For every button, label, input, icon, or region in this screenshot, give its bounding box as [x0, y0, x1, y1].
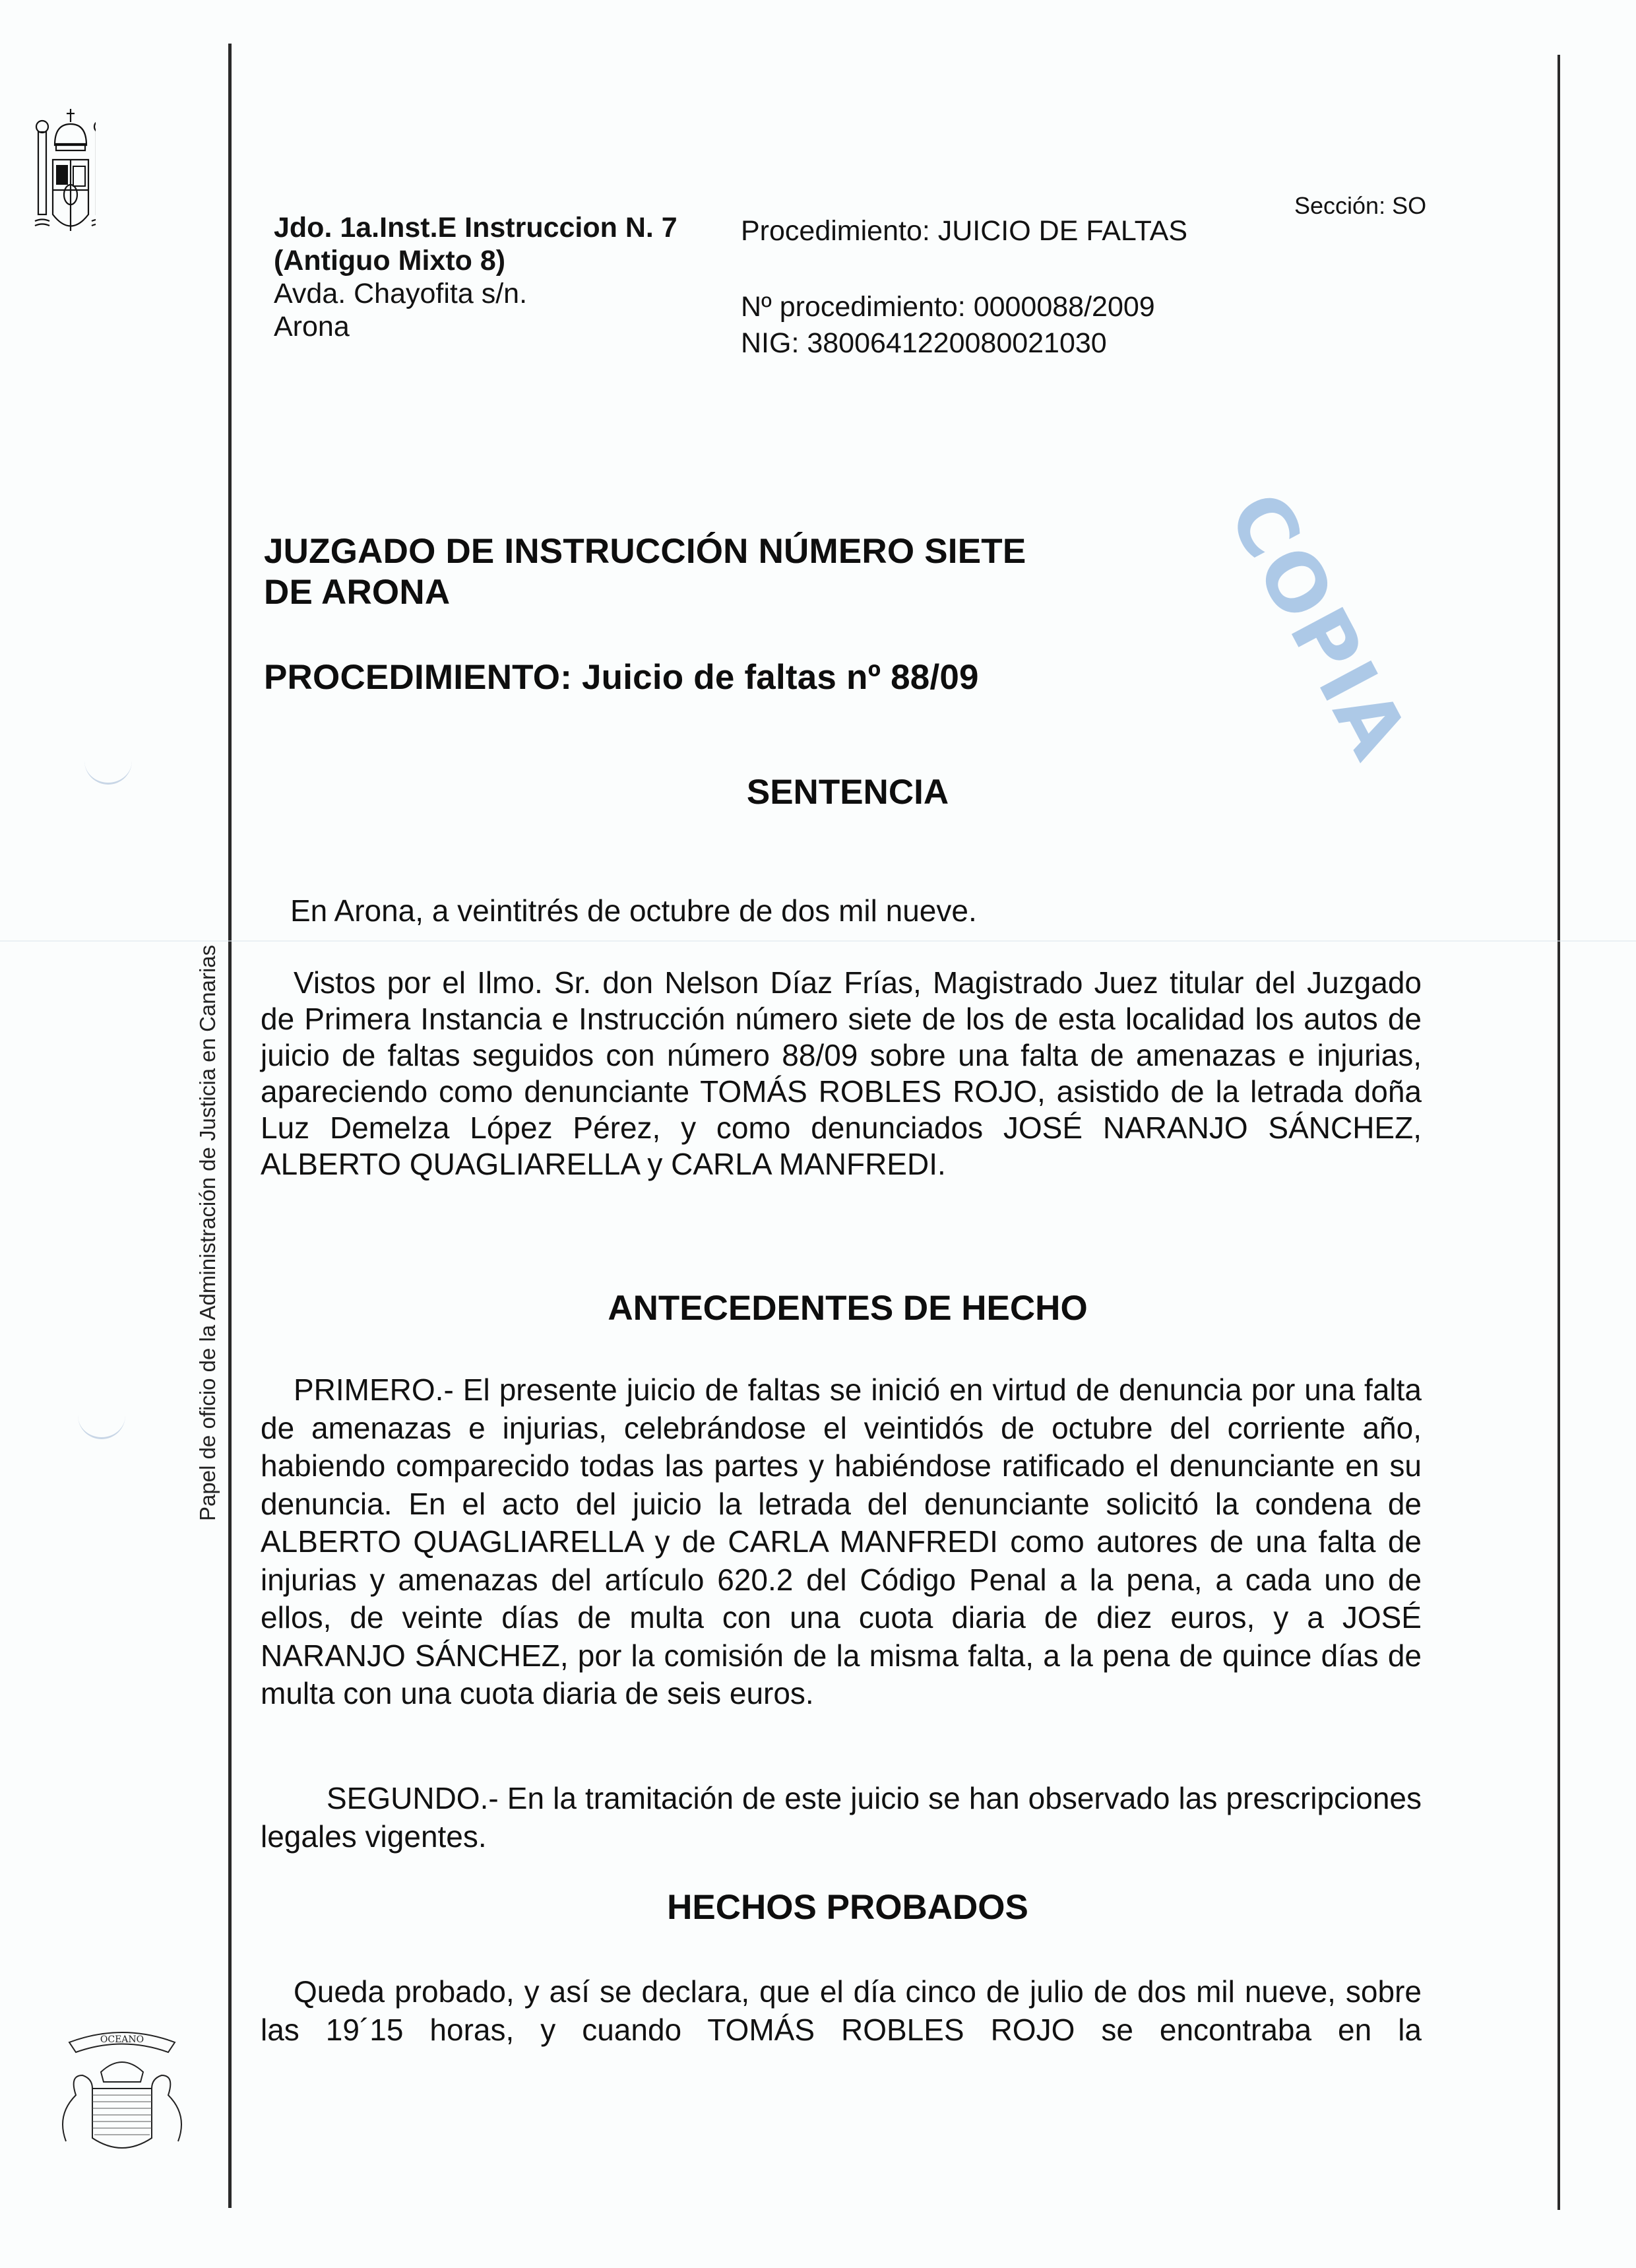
court-title-line1: JUZGADO DE INSTRUCCIÓN NÚMERO SIETE: [264, 532, 1026, 571]
hechos-probados-heading: HECHOS PROBADOS: [667, 1888, 1028, 1927]
segundo-paragraph: SEGUNDO.- En la tramitación de este juicio se han observado las prescripciones legales vigentes.: [261, 1781, 1422, 1854]
procedure-number: Nº procedimiento: 0000088/2009: [741, 291, 1155, 323]
procedure-type: Procedimiento: JUICIO DE FALTAS: [741, 215, 1188, 247]
court-header: [274, 211, 677, 343]
court-name: Jdo. 1a.Inst.E Instruccion N. 7: [274, 212, 677, 243]
court-address: Avda. Chayofita s/n.: [274, 278, 528, 309]
copia-stamp: COPIA: [1210, 478, 1426, 775]
date-line: En Arona, a veintitrés de octubre de dos mil nueve.: [290, 893, 977, 928]
court-city: Arona: [274, 311, 350, 342]
intro-paragraph: Vistos por el Ilmo. Sr. don Nelson Díaz Frías, Magistrado Juez titular del Juzgado de Primera Instancia e Instrucción número siete de los de esta localidad los autos de juicio de faltas seguidos con número 88/09 sobre una falta de amenazas e injurias, apareciendo como denunciante TOMÁS ROBLES ROJO, asistido de la letrada doña Luz Demelza López Pérez, y como denunciados JOSÉ NARANJO SÁNCHEZ, ALBERTO QUAGLIARELLA y CARLA MANFREDI.: [261, 965, 1422, 1181]
procedure-title-label: PROCEDIMIENTO:: [264, 658, 573, 697]
primero-paragraph: PRIMERO.- El presente juicio de faltas se inició en virtud de denuncia por una falta de amenazas e injurias, celebrándose el veintidós de octubre del corriente año, habiendo comparecido todas las partes y habiéndose ratificado el denunciante en su denuncia. En el acto del juicio la letrada del denunciante solicitó la condena de ALBERTO QUAGLIARELLA y de CARLA MANFREDI como autores de una falta de injurias y amenazas del artículo 620.2 del Código Penal a la pena, a cada uno de ellos, de veinte días de multa con una cuota diaria de diez euros, y a JOSÉ NARANJO SÁNCHEZ, por la comisión de la misma falta, a la pena de quince días de multa con una cuota diaria de seis euros.: [261, 1373, 1422, 1710]
side-official-paper-text: Papel de oficio de la Administración de Justicia en Canarias: [195, 944, 220, 1521]
punch-hole-top: [84, 759, 132, 785]
procedure-title-value: Juicio de faltas nº 88/09: [572, 658, 979, 697]
canarias-coat-of-arms-icon: [30, 2023, 214, 2168]
court-title: [264, 531, 1026, 613]
left-margin-line: [228, 44, 232, 2208]
spain-coat-of-arms-icon: [16, 106, 96, 264]
nig-number: NIG: 38006412200800210​30: [741, 327, 1107, 359]
section-label: Sección: SO: [1294, 192, 1427, 219]
hechos-paragraph: Queda probado, y así se declara, que el día cinco de julio de dos mil nueve, sobre las 19´15 horas, y cuando TOMÁS ROBLES ROJO se encontraba en la: [261, 1974, 1422, 2047]
court-title-line2: DE ARONA: [264, 573, 451, 612]
fold-line: [0, 940, 1636, 942]
court-former-name: (Antiguo Mixto 8): [274, 245, 506, 276]
antecedentes-heading: ANTECEDENTES DE HECHO: [608, 1289, 1088, 1328]
punch-hole-bottom: [78, 1413, 125, 1439]
procedure-title: [264, 657, 979, 698]
sentencia-heading: SENTENCIA: [746, 773, 949, 812]
right-margin-line: [1557, 55, 1560, 2210]
ribbon-text: OCEANO: [100, 2034, 144, 2045]
